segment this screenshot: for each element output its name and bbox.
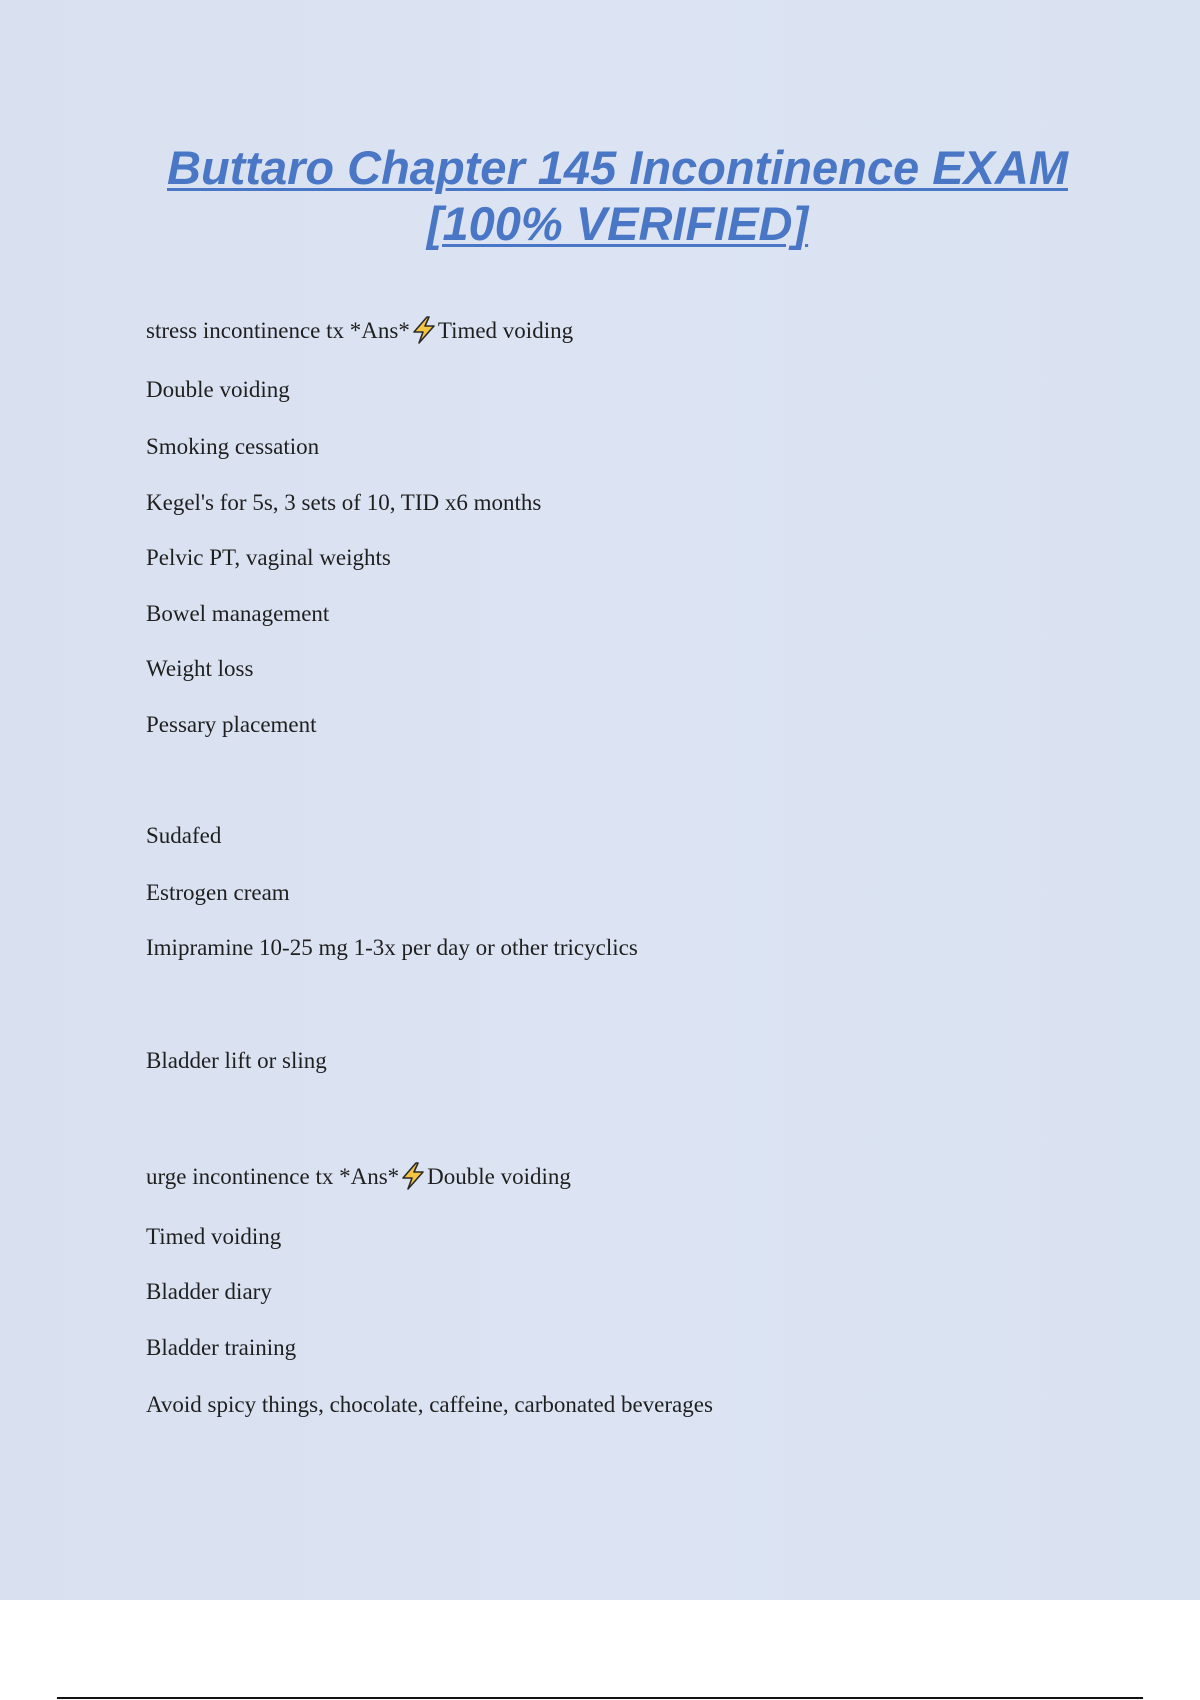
question-text: stress incontinence tx *Ans* bbox=[146, 318, 410, 343]
answer-item: Imipramine 10-25 mg 1-3x per day or other tricyclics bbox=[146, 935, 638, 960]
answer-item: Kegel's for 5s, 3 sets of 10, TID x6 months bbox=[146, 490, 542, 515]
answer-item: Sudafed bbox=[146, 823, 222, 848]
answer-text: Double voiding bbox=[427, 1164, 571, 1189]
answer-item: Bowel management bbox=[146, 601, 330, 626]
answer-text: Timed voiding bbox=[437, 318, 574, 343]
answer-item: Avoid spicy things, chocolate, caffeine, carbonated beverages bbox=[146, 1392, 713, 1417]
answer-item: Pessary placement bbox=[146, 712, 317, 737]
question-line bbox=[146, 316, 573, 345]
question-text: urge incontinence tx *Ans* bbox=[146, 1164, 400, 1189]
document-title: Buttaro Chapter 145 Incontinence EXAM [100% VERIFIED] bbox=[167, 141, 1068, 250]
answer-item: Double voiding bbox=[146, 377, 290, 402]
answer-item: Estrogen cream bbox=[146, 880, 290, 905]
answer-item: Bladder diary bbox=[146, 1279, 272, 1304]
answer-item: Weight loss bbox=[146, 656, 254, 681]
question-line bbox=[146, 1162, 571, 1191]
answer-item: Pelvic PT, vaginal weights bbox=[146, 545, 391, 570]
footer-divider bbox=[57, 1697, 1143, 1699]
answer-item: Bladder lift or sling bbox=[146, 1048, 327, 1073]
lightning-bolt-icon bbox=[400, 1162, 426, 1190]
lightning-bolt-icon bbox=[411, 316, 437, 344]
answer-item: Bladder training bbox=[146, 1335, 297, 1360]
answer-item: Timed voiding bbox=[146, 1224, 282, 1249]
answer-item: Smoking cessation bbox=[146, 434, 320, 459]
